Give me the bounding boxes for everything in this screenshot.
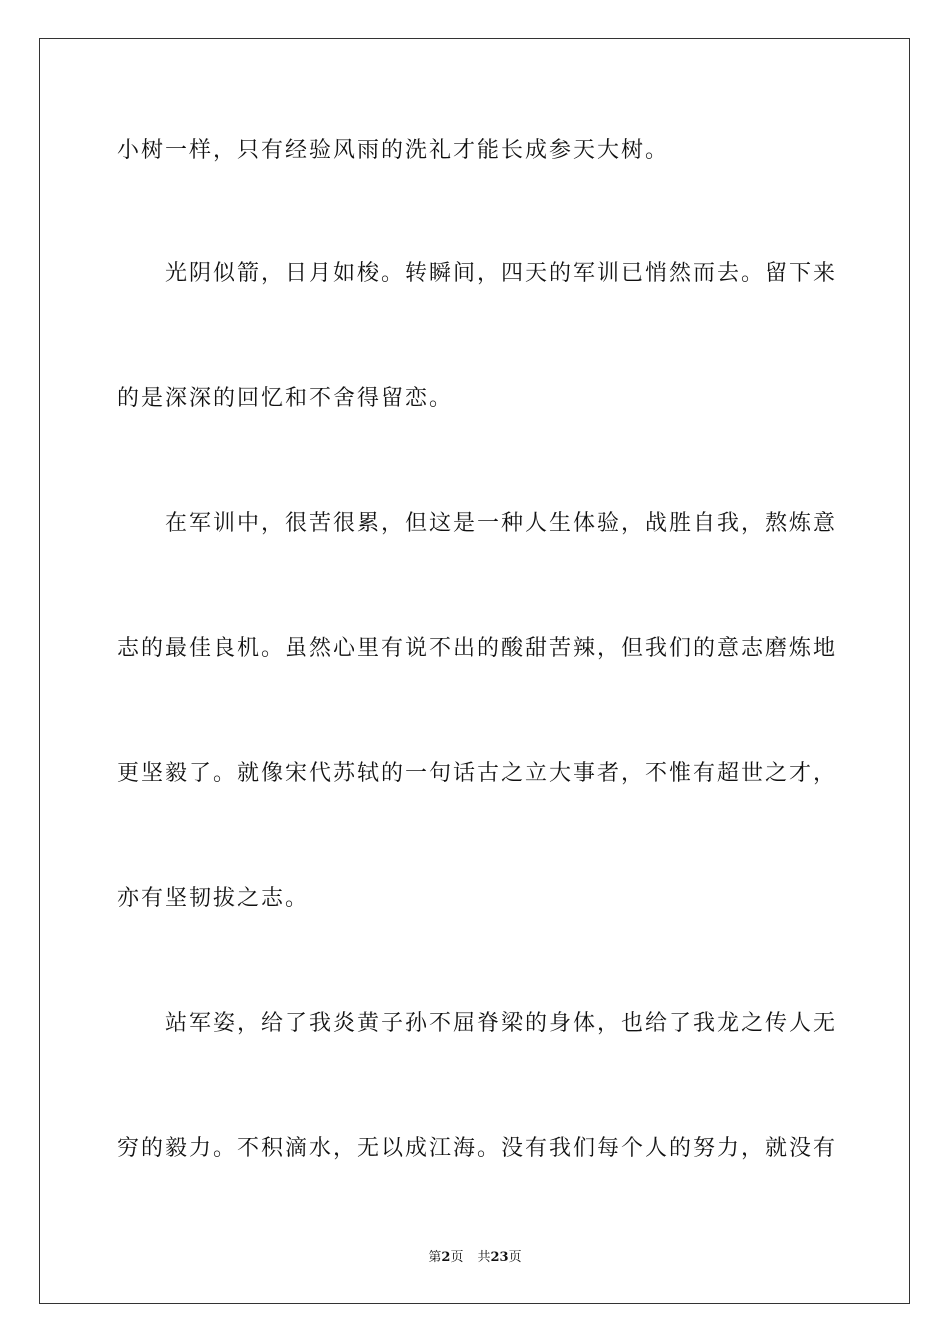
page-border (39, 38, 910, 1304)
text-line-5: 志的最佳良机。虽然心里有说不出的酸甜苦辣，但我们的意志磨炼地 (117, 636, 838, 661)
page-number: 2 (441, 1250, 451, 1265)
text-line-6: 更坚毅了。就像宋代苏轼的一句话古之立大事者，不惟有超世之才， (117, 761, 838, 786)
total-suffix: 页 (508, 1250, 522, 1265)
text-line-2: 光阴似箭，日月如梭。转瞬间，四天的军训已悄然而去。留下来 (117, 261, 838, 286)
total-pages: 23 (490, 1250, 509, 1265)
page-prefix: 第 (428, 1250, 442, 1265)
page-suffix: 页 (450, 1250, 464, 1265)
text-line-4: 在军训中，很苦很累，但这是一种人生体验，战胜自我，熬炼意 (117, 511, 838, 536)
text-line-3: 的是深深的回忆和不舍得留恋。 (117, 386, 454, 411)
text-line-1: 小树一样，只有经验风雨的洗礼才能长成参天大树。 (117, 138, 670, 163)
text-line-9: 穷的毅力。不积滴水，无以成江海。没有我们每个人的努力，就没有 (117, 1136, 838, 1161)
text-line-7: 亦有坚韧拔之志。 (117, 886, 310, 911)
total-prefix: 共 (477, 1250, 491, 1265)
page-footer (0, 1246, 950, 1265)
text-line-8: 站军姿，给了我炎黄子孙不屈脊梁的身体，也给了我龙之传人无 (117, 1011, 838, 1036)
